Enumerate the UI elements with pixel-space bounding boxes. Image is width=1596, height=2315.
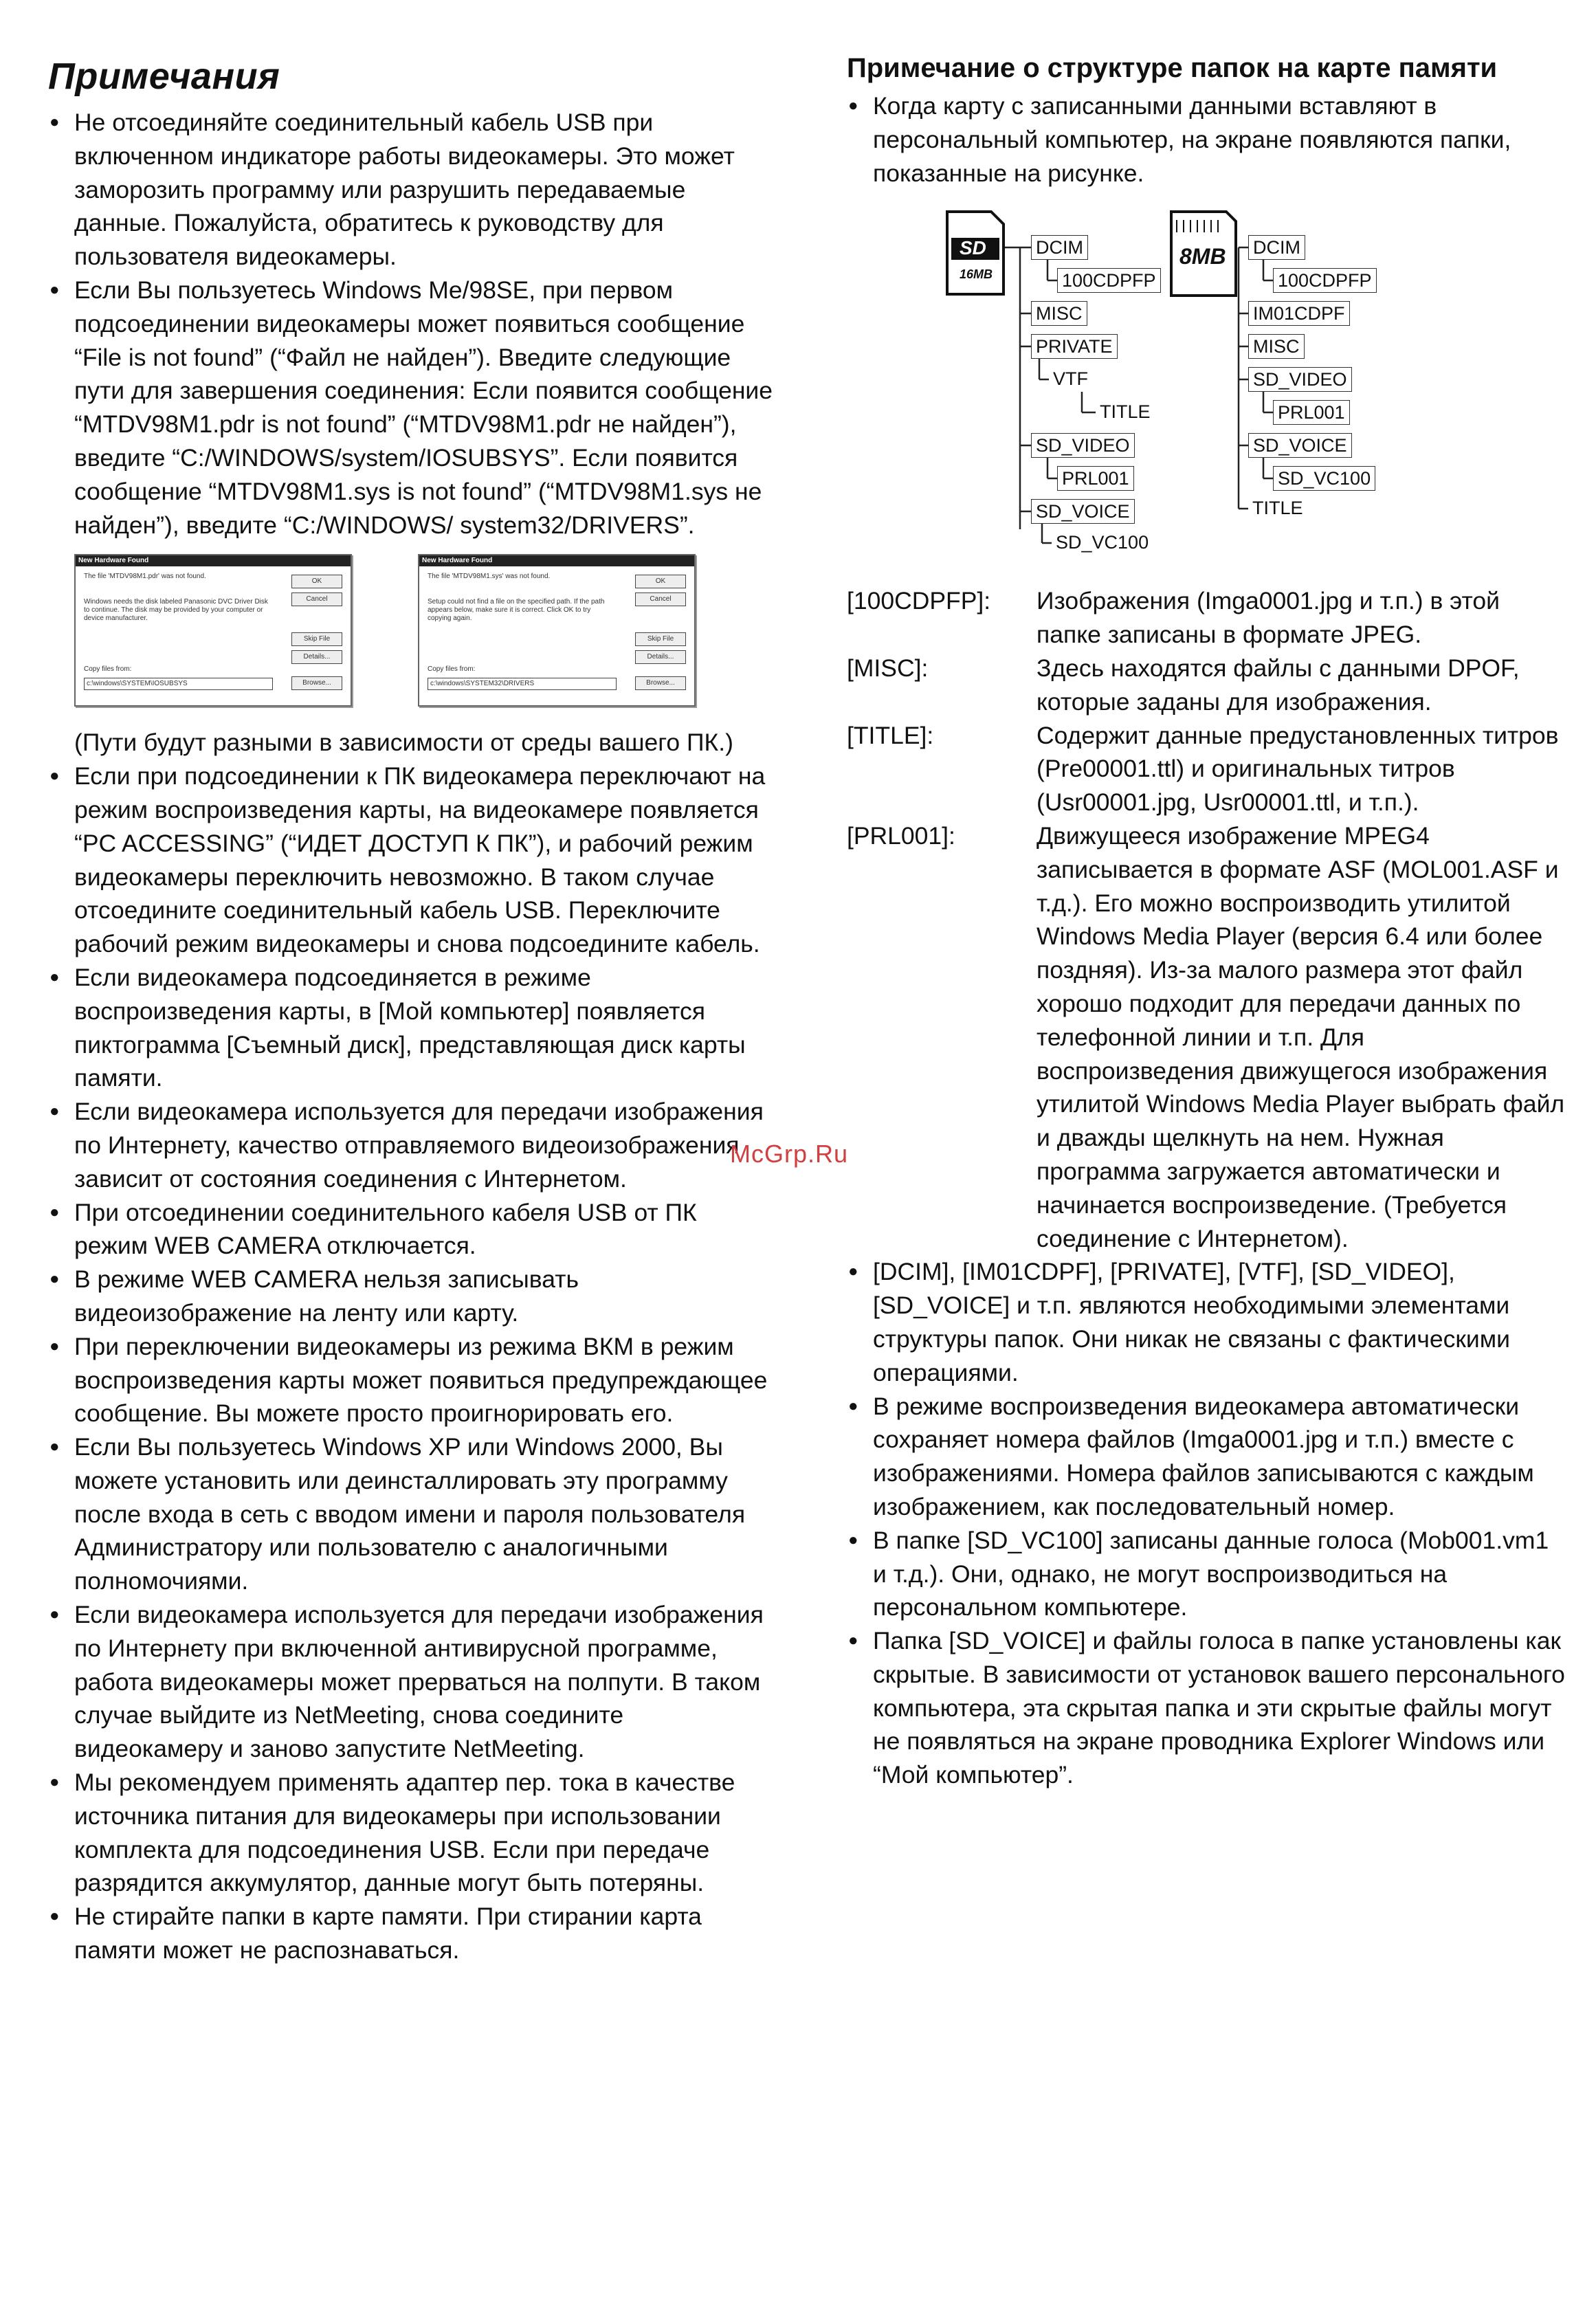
watermark: McGrp.Ru <box>730 1140 849 1168</box>
note-voice-data: ● В папке [SD_VC100] записаны данные голоса (Mob001.vm1 и т.д.). Они, однако, не могут воспроизводиться на персональном компьютере. <box>847 1524 1569 1624</box>
definition-row <box>847 652 1569 719</box>
mmc-card-label: 8MB <box>1179 244 1226 269</box>
folder-im01cdpf[interactable]: IM01CDPF <box>1248 301 1350 326</box>
folder-sd-video[interactable]: SD_VIDEO <box>1031 433 1135 458</box>
folder-private[interactable]: PRIVATE <box>1031 334 1118 359</box>
folder-prl001[interactable]: PRL001 <box>1057 466 1134 491</box>
folder-misc[interactable]: MISC <box>1031 301 1087 326</box>
folder-dcim[interactable]: DCIM <box>1248 235 1305 260</box>
sd-card-size: 16MB <box>960 267 993 282</box>
ok-button[interactable]: OK <box>635 575 686 588</box>
folder-title[interactable]: TITLE <box>1252 498 1303 519</box>
note-admin-install: ● Если Вы пользуетесь Windows XP или Windows 2000, Вы можете установить или деинсталлировать эту программу после входа в сеть с вводом имени и пароля пользователя Администратору или пользователю с аналогичными полномочиями. <box>48 1430 777 1598</box>
browse-button[interactable]: Browse... <box>291 676 342 690</box>
dialog-copy-label: Copy files from: <box>428 665 476 674</box>
note-vcr-warning: ● При переключении видеокамеры из режима ВКМ в режим воспроизведения карты может появиться предупреждающее сообщение. Вы можете просто проигнорировать его. <box>48 1330 777 1430</box>
folder-misc[interactable]: MISC <box>1248 334 1305 359</box>
folder-dcim[interactable]: DCIM <box>1031 235 1088 260</box>
folder-prl001[interactable]: PRL001 <box>1273 400 1350 425</box>
definition-desc: Изображения (Imga0001.jpg и т.п.) в этой папке записаны в формате JPEG. <box>1037 587 1500 649</box>
dialog-body: Windows needs the disk labeled Panasonic DVC Driver Disk to continue. The disk may be provided by your computer or device manufacturer. <box>84 598 268 623</box>
definition-term: [PRL001]: <box>847 821 955 850</box>
notes-heading: Примечания <box>48 56 280 97</box>
definition-row <box>847 819 1569 1255</box>
dialog-screenshots <box>74 554 777 726</box>
note-dont-erase: ● Не стирайте папки в карте памяти. При стирании карта памяти может не распознаваться. <box>48 1900 777 1967</box>
folder-sd-voice[interactable]: SD_VOICE <box>1248 433 1352 458</box>
browse-button[interactable]: Browse... <box>635 676 686 690</box>
note-required-folders: ● [DCIM], [IM01CDPF], [PRIVATE], [VTF], [SD_VIDEO], [SD_VOICE] и т.п. являются необходимыми элементами структуры папок. Они никак не связаны с фактическими операциями. <box>847 1255 1569 1389</box>
dialog-path-field[interactable]: c:\windows\SYSTEM32\DRIVERS <box>428 678 617 690</box>
folder-sd-vc100[interactable]: SD_VC100 <box>1056 532 1149 553</box>
right-column <box>847 49 1569 1792</box>
dialog-path-field[interactable]: c:\windows\SYSTEM\IOSUBSYS <box>84 678 273 690</box>
dialog-title: New Hardware Found <box>419 555 694 566</box>
definition-term: [100CDPFP]: <box>847 587 991 615</box>
skip-file-button[interactable]: Skip File <box>291 632 342 646</box>
definition-row <box>847 719 1569 819</box>
folder-sd-video[interactable]: SD_VIDEO <box>1248 367 1352 392</box>
folder-definitions <box>847 584 1569 1255</box>
note-ac-adapter: ● Мы рекомендуем применять адаптер пер. тока в качестве источника питания для видеокамеры при использовании комплекта для подсоединения USB. Если при передаче разрядится аккумулятор, данные могут быть потеряны. <box>48 1766 777 1900</box>
dialog-title: New Hardware Found <box>76 555 351 566</box>
folder-structure-heading: Примечание о структуре папок на карте памяти <box>847 53 1498 83</box>
dialog-body: Setup could not find a file on the specified path. If the path appears below, make sure it is correct. Click OK to try copying again. <box>428 598 605 623</box>
dialog-copy-label: Copy files from: <box>84 665 132 674</box>
note-antivirus: ● Если видеокамера используется для передачи изображения по Интернету при включенной антивирусной программе, работа видеокамеры может прерваться на полпути. В таком случае выйдите из NetMeeting, снова соедините видеокамеру и заново запустите NetMeeting. <box>48 1598 777 1766</box>
folder-100cdpfp[interactable]: 100CDPFP <box>1057 268 1161 293</box>
folder-intro: ● Когда карту с записанными данными вставляют в персональный компьютер, на экране появляются папки, показанные на рисунке. <box>847 89 1569 190</box>
ok-button[interactable]: OK <box>291 575 342 588</box>
note-web-camera-off: ● При отсоединении соединительного кабеля USB от ПК режим WEB CAMERA отключается. <box>48 1196 777 1263</box>
dialog-message: The file 'MTDV98M1.sys' was not found. <box>428 573 551 581</box>
note-pc-accessing: ● Если при подсоединении к ПК видеокамера переключают на режим воспроизведения карты, на видеокамере появляется “PC ACCESSING” (“ИДЕТ ДОСТУП К ПК”), и рабочий режим видеокамеры переключить невозможно. В таком случае отсоедините соединительный кабель USB. Переключите рабочий режим видеокамеры и снова подсоедините кабель. <box>48 760 777 961</box>
folder-sd-vc100[interactable]: SD_VC100 <box>1273 466 1375 491</box>
dialog-pdr <box>74 554 352 707</box>
dialog-message: The file 'MTDV98M1.pdr' was not found. <box>84 573 206 581</box>
definition-row <box>847 584 1569 652</box>
note-paths-vary: (Пути будут разными в зависимости от среды вашего ПК.) <box>74 729 733 757</box>
details-button[interactable]: Details... <box>635 650 686 664</box>
note-removable-disk: ● Если видеокамера подсоединяется в режиме воспроизведения карты, в [Мой компьютер] появляется пиктограмма [Съемный диск], представляющая диск карты памяти. <box>48 961 777 1095</box>
definition-term: [TITLE]: <box>847 721 934 749</box>
sd-card-label: SD <box>960 237 986 259</box>
folder-sd-voice[interactable]: SD_VOICE <box>1031 499 1135 524</box>
folder-tree-figure <box>847 205 1569 569</box>
folder-vtf[interactable]: VTF <box>1053 368 1088 390</box>
note-hidden-folder: ● Папка [SD_VOICE] и файлы голоса в папке установлены как скрытые. В зависимости от установок вашего персонального компьютера, эта скрытая папка и эти скрытые файлы могут не появляться на экране проводника Explorer Windows или “Мой компьютер”. <box>847 1624 1569 1792</box>
folder-100cdpfp[interactable]: 100CDPFP <box>1273 268 1377 293</box>
details-button[interactable]: Details... <box>291 650 342 664</box>
cancel-button[interactable]: Cancel <box>635 592 686 606</box>
skip-file-button[interactable]: Skip File <box>635 632 686 646</box>
note-usb-indicator: ● Не отсоединяйте соединительный кабель USB при включенном индикаторе работы видеокамеры. Это может заморозить программу или разрушить передаваемые данные. Пожалуйста, обратитесь к руководству для пользователя видеокамеры. <box>48 106 777 274</box>
definition-desc: Содержит данные предустановленных титров (Pre00001.ttl) и оригинальных титров (Usr00001.jpg, Usr00001.ttl, и т.п.). <box>1037 721 1559 817</box>
note-windows-me: ● Если Вы пользуетесь Windows Me/98SE, при первом подсоединении видеокамеры может появиться сообщение “File is not found” (“Файл не найден”). Введите следующие пути для завершения соединения: Если появится сообщение “MTDV98M1.pdr is not found” (“MTDV98M1.pdr не найден”), введите “C:/WINDOWS/system/IOSUBSYS”. Если появится сообщение “MTDV98M1.sys is not found” (“MTDV98M1.sys не найден”), введите “C:/WINDOWS/ system32/DRIVERS”. <box>48 274 777 542</box>
definition-desc: Здесь находятся файлы с данными DPOF, которые заданы для изображения. <box>1037 654 1520 716</box>
note-internet-quality: ● Если видеокамера используется для передачи изображения по Интернету, качество отправляемого видеоизображения зависит от состояния соединения с Интернетом. <box>48 1095 777 1195</box>
left-column <box>48 55 777 1967</box>
cancel-button[interactable]: Cancel <box>291 592 342 606</box>
note-web-camera-record: ● В режиме WEB CAMERA нельзя записывать видеоизображение на ленту или карту. <box>48 1263 777 1330</box>
definition-desc: Движущееся изображение MPEG4 записывается в формате ASF (MOL001.ASF и т.д.). Его можно воспроизводить утилитой Windows Media Player (версия 6.4 или более поздняя). Из-за малого размера этот файл хорошо подходит для передачи данных по телефонной линии и т.п. Для воспроизведения движущегося изображения утилитой Windows Media Player выбрать файл и дважды щелкнуть на нем. Нужная программа загружается автоматически и начинается воспроизведение. (Требуется соединение с Интернетом). <box>1037 821 1565 1252</box>
definition-term: [MISC]: <box>847 654 929 682</box>
folder-title[interactable]: TITLE <box>1100 401 1151 423</box>
dialog-sys <box>418 554 696 707</box>
note-file-numbers: ● В режиме воспроизведения видеокамера автоматически сохраняет номера файлов (Imga0001.jpg и т.п.) вместе с изображениями. Номера файлов записываются с каждым изображением, как последовательный номер. <box>847 1390 1569 1524</box>
